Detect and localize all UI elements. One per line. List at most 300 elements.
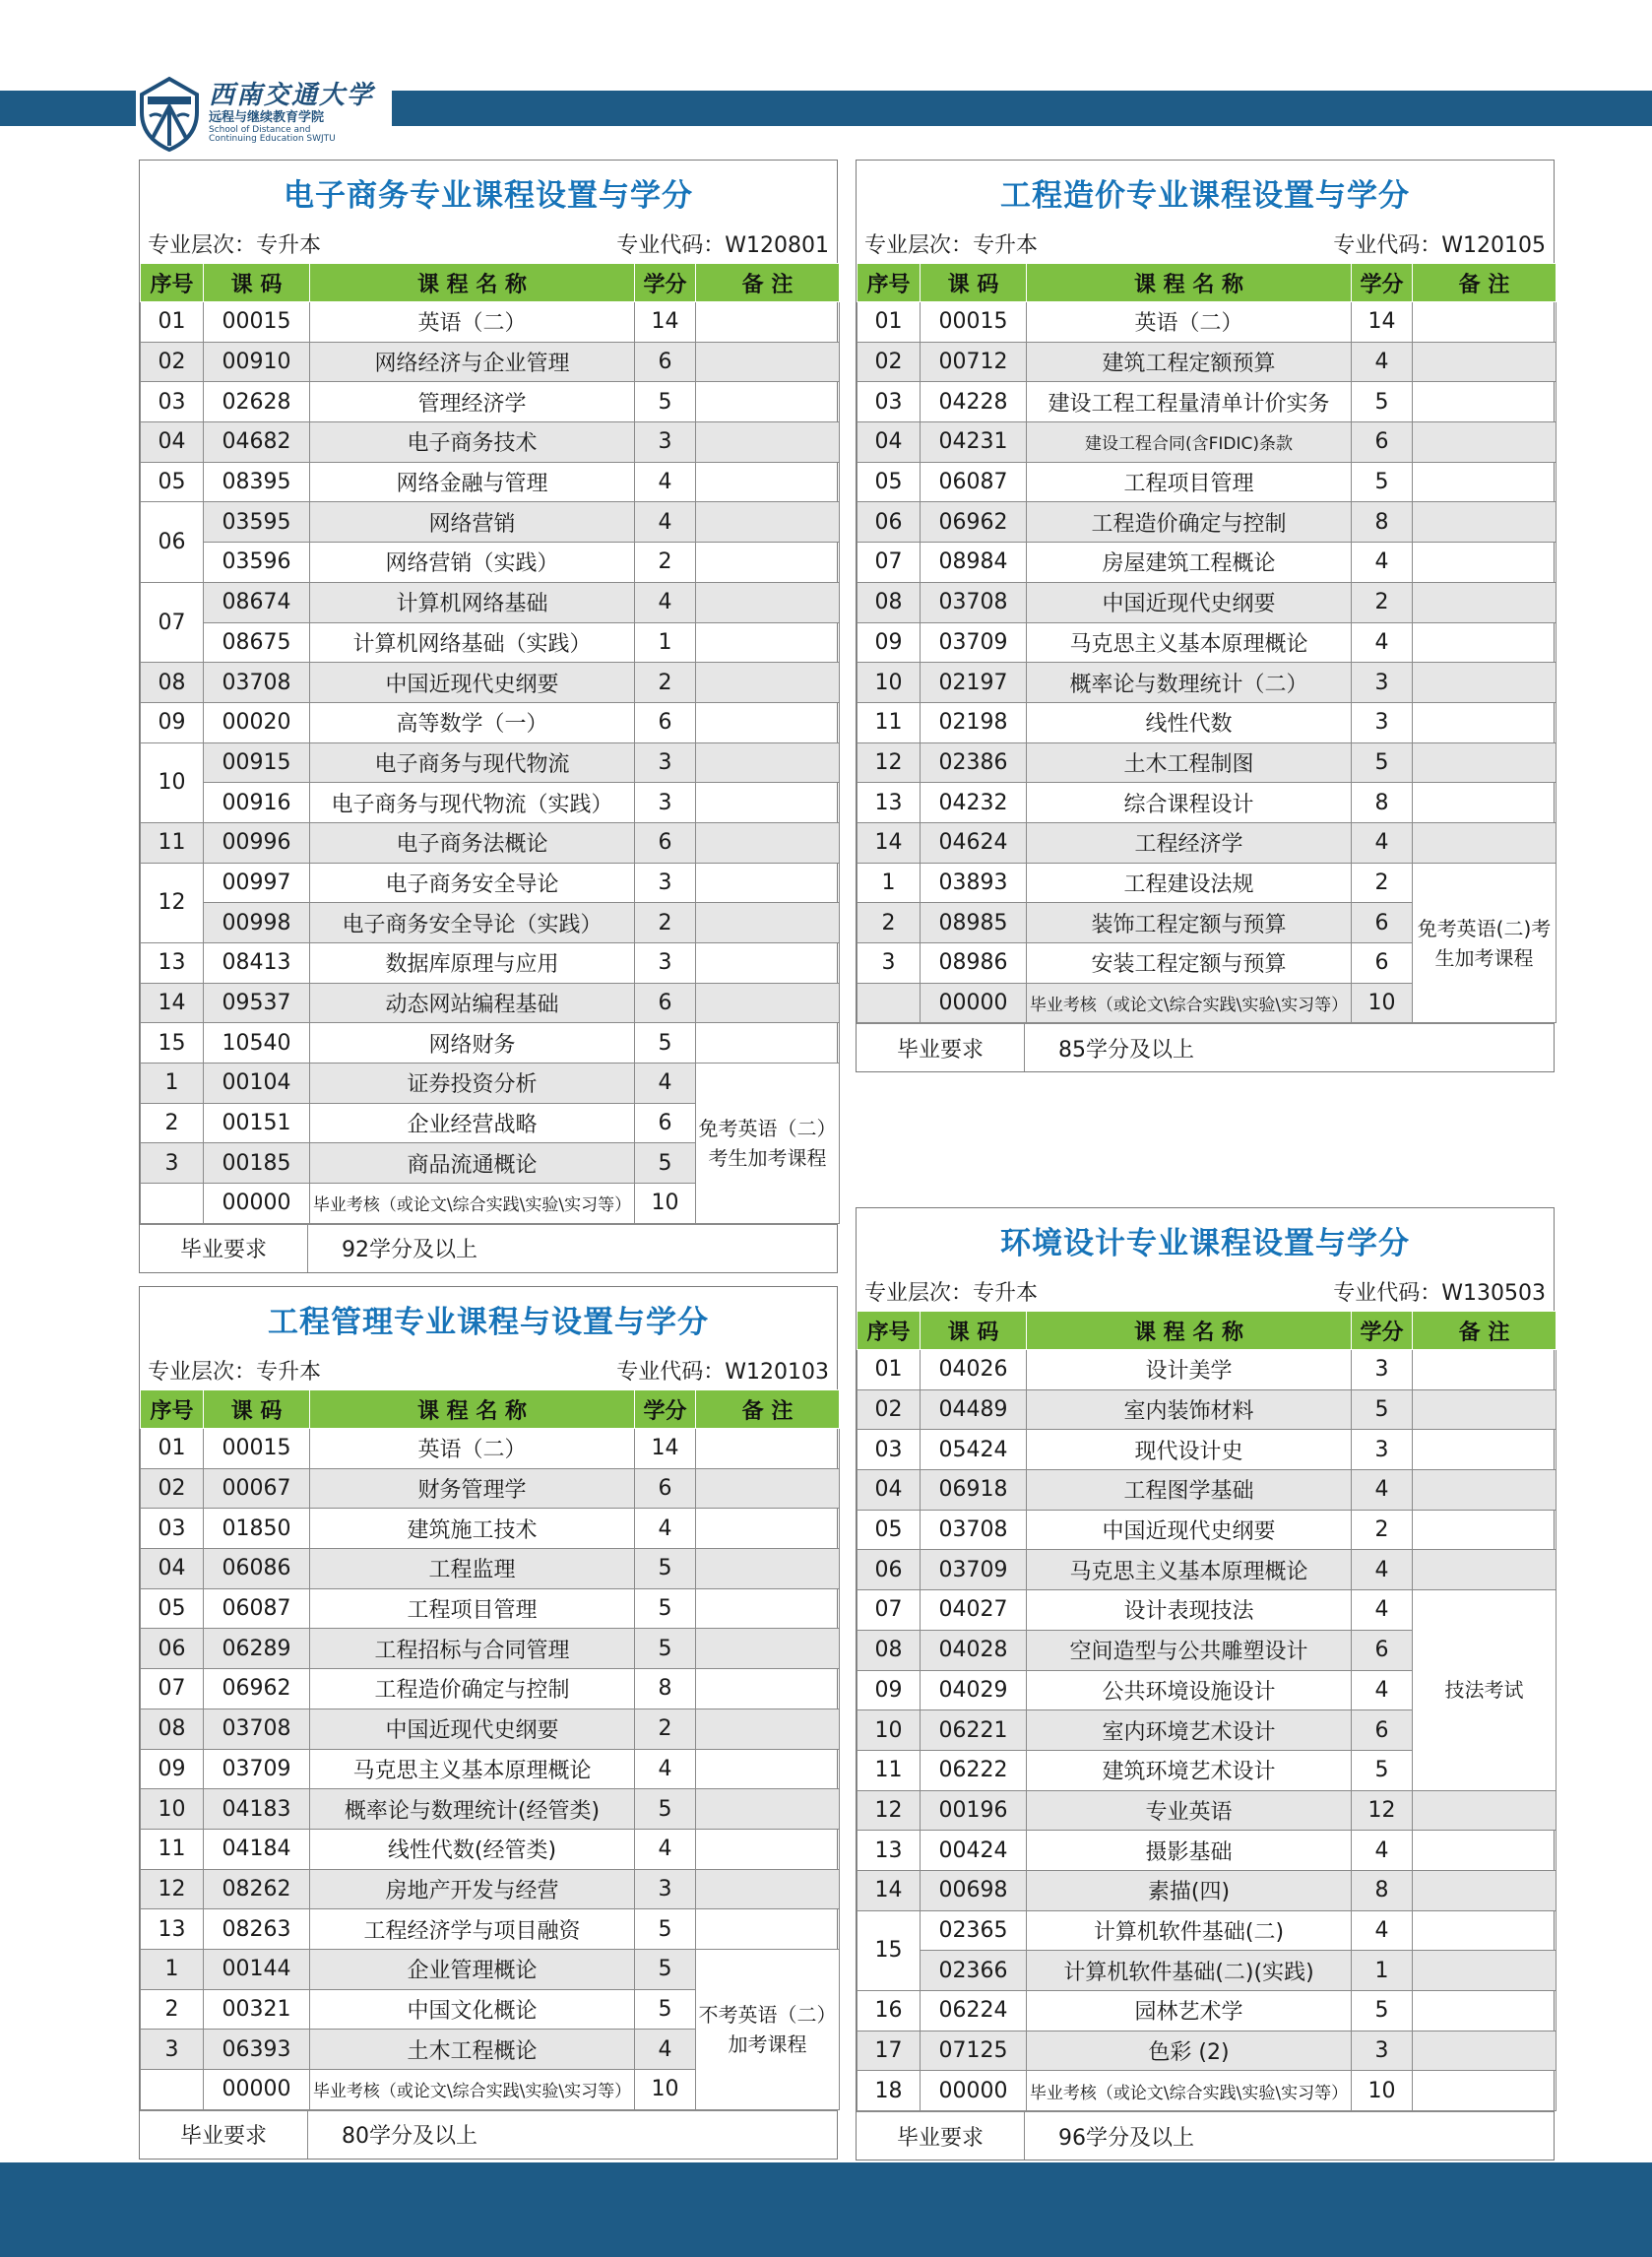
table-row [141, 702, 840, 742]
panel-meta [857, 1271, 1554, 1311]
cell-course-name: 毕业考核（或论文\综合实践\实验\实习等） [310, 2070, 635, 2110]
cell-code: 00916 [204, 783, 310, 823]
cell-note-empty [696, 943, 840, 984]
cell-code: 08674 [204, 582, 310, 622]
cell-code: 08262 [204, 1869, 310, 1909]
cell-course-name: 房地产开发与经营 [310, 1869, 635, 1909]
cell-seq: 03 [858, 1430, 921, 1470]
requirement-label: 毕业要求 [857, 1024, 1025, 1071]
cell-note-empty [696, 783, 840, 823]
cell-seq: 02 [141, 342, 204, 382]
cell-credit: 3 [1352, 2031, 1413, 2071]
table-row [858, 863, 1557, 903]
table-row [858, 1350, 1557, 1390]
cell-code: 00915 [204, 742, 310, 783]
cell-course-name: 工程项目管理 [1027, 462, 1352, 502]
cell-code: 05424 [921, 1430, 1027, 1470]
cell-course-name: 电子商务法概论 [310, 822, 635, 863]
cell-credit: 3 [635, 422, 696, 463]
cell-code: 03708 [921, 582, 1027, 622]
cell-seq: 14 [858, 1870, 921, 1910]
graduation-requirement [140, 2110, 837, 2159]
cell-credit: 5 [635, 1629, 696, 1669]
header-credit: 学分 [635, 264, 696, 302]
cell-credit: 2 [635, 903, 696, 943]
cell-code: 03709 [921, 1550, 1027, 1590]
panel-title: 电子商务专业课程设置与学分 [284, 177, 693, 214]
table-header-row [141, 264, 840, 302]
cell-seq: 06 [141, 502, 204, 582]
cell-course-name: 素描(四) [1027, 1870, 1352, 1910]
cell-seq: 15 [141, 1023, 204, 1064]
major-level: 专业层次：专升本 [864, 232, 1039, 258]
cell-credit: 6 [1352, 422, 1413, 463]
cell-course-name: 概率论与数理统计(经管类) [310, 1789, 635, 1830]
cell-code: 00321 [204, 1989, 310, 2030]
cell-course-name: 房屋建筑工程概论 [1027, 543, 1352, 583]
cell-note-empty [696, 462, 840, 502]
cell-course-name: 中国近现代史纲要 [1027, 1510, 1352, 1550]
university-emblem-icon [136, 73, 203, 154]
table-row [141, 742, 840, 783]
cell-code: 02628 [204, 382, 310, 422]
cell-code: 00104 [204, 1064, 310, 1104]
cell-code: 00185 [204, 1143, 310, 1184]
cell-note-empty [696, 742, 840, 783]
cell-course-name: 计算机网络基础（实践） [310, 622, 635, 663]
cell-seq: 07 [858, 1590, 921, 1631]
cell-code: 02365 [921, 1910, 1027, 1951]
cell-seq: 09 [141, 702, 204, 742]
cell-seq: 06 [858, 502, 921, 543]
cell-seq: 09 [141, 1749, 204, 1789]
cell-code: 06087 [204, 1588, 310, 1629]
cell-credit: 6 [635, 702, 696, 742]
cell-seq: 11 [858, 1750, 921, 1790]
cell-code: 04029 [921, 1670, 1027, 1710]
cell-course-name: 电子商务与现代物流（实践） [310, 783, 635, 823]
header-code: 课 码 [204, 264, 310, 302]
table-row [141, 502, 840, 543]
cell-course-name: 中国近现代史纲要 [310, 663, 635, 703]
cell-seq: 06 [141, 1629, 204, 1669]
cell-code: 10540 [204, 1023, 310, 1064]
cell-seq: 01 [858, 1350, 921, 1390]
table-row [858, 502, 1557, 543]
cell-note-empty [696, 1468, 840, 1509]
major-code: 专业代码：W130503 [1333, 1280, 1546, 1306]
cell-code: 04183 [204, 1789, 310, 1830]
cell-seq: 3 [141, 1143, 204, 1184]
cell-seq: 09 [858, 622, 921, 663]
header-name: 课 程 名 称 [1027, 264, 1352, 302]
table-row [858, 422, 1557, 463]
cell-credit: 4 [1352, 1910, 1413, 1951]
cell-note-empty [1413, 1991, 1557, 2031]
cell-code: 00015 [204, 302, 310, 343]
cell-course-name: 网络营销（实践） [310, 543, 635, 583]
cell-note-empty [1413, 502, 1557, 543]
cell-note-empty [1413, 622, 1557, 663]
table-row [141, 382, 840, 422]
cell-code: 08413 [204, 943, 310, 984]
cell-code: 03709 [204, 1749, 310, 1789]
cell-credit: 4 [1352, 1831, 1413, 1871]
cell-note-empty [696, 502, 840, 543]
cell-note-empty [1413, 742, 1557, 783]
header-code: 课 码 [921, 1312, 1027, 1350]
cell-course-name: 财务管理学 [310, 1468, 635, 1509]
cell-seq: 07 [858, 543, 921, 583]
cell-note-empty [1413, 1430, 1557, 1470]
cell-code: 01850 [204, 1509, 310, 1549]
cell-course-name: 网络财务 [310, 1023, 635, 1064]
cell-course-name: 英语（二） [1027, 302, 1352, 343]
cell-seq: 01 [858, 302, 921, 343]
cell-seq: 05 [141, 462, 204, 502]
table-row [141, 1588, 840, 1629]
panel-title: 环境设计专业课程设置与学分 [1000, 1225, 1410, 1261]
cell-seq: 2 [858, 903, 921, 943]
table-row [858, 702, 1557, 742]
table-header-row [141, 1390, 840, 1429]
cell-note-empty [696, 1709, 840, 1749]
cell-credit: 4 [635, 1509, 696, 1549]
table-row [141, 1789, 840, 1830]
cell-course-name: 中国近现代史纲要 [1027, 582, 1352, 622]
cell-course-name: 英语（二） [310, 302, 635, 343]
cell-note-empty [1413, 822, 1557, 863]
cell-code: 00996 [204, 822, 310, 863]
cell-credit: 6 [1352, 1630, 1413, 1670]
cell-code: 06221 [921, 1710, 1027, 1751]
cell-seq: 3 [141, 2030, 204, 2070]
cell-code: 08984 [921, 543, 1027, 583]
cell-seq: 08 [858, 1630, 921, 1670]
cell-course-name: 室内环境艺术设计 [1027, 1710, 1352, 1751]
cell-seq: 09 [858, 1670, 921, 1710]
cell-note-empty [1413, 663, 1557, 703]
cell-course-name: 工程招标与合同管理 [310, 1629, 635, 1669]
cell-course-name: 电子商务安全导论 [310, 863, 635, 903]
table-row [141, 1709, 840, 1749]
cell-code: 03708 [921, 1510, 1027, 1550]
cell-code: 00067 [204, 1468, 310, 1509]
requirement-label: 毕业要求 [857, 2112, 1025, 2160]
cell-credit: 4 [1352, 543, 1413, 583]
cell-course-name: 电子商务与现代物流 [310, 742, 635, 783]
cell-seq: 08 [858, 582, 921, 622]
cell-course-name: 工程项目管理 [310, 1588, 635, 1629]
cell-code: 04027 [921, 1590, 1027, 1631]
table-row [858, 663, 1557, 703]
cell-note-empty [696, 702, 840, 742]
cell-credit: 3 [635, 863, 696, 903]
cell-note-empty [1413, 1831, 1557, 1871]
cell-seq: 06 [858, 1550, 921, 1590]
header-seq: 序号 [141, 1390, 204, 1429]
cell-note-empty [696, 582, 840, 622]
major-level: 专业层次：专升本 [148, 1359, 322, 1385]
course-table [140, 263, 840, 1224]
cell-credit: 2 [1352, 863, 1413, 903]
header-note: 备 注 [1413, 264, 1557, 302]
cell-code: 04232 [921, 783, 1027, 823]
panel-meta [857, 224, 1554, 263]
table-row [858, 1430, 1557, 1470]
cell-credit: 14 [635, 302, 696, 343]
header-credit: 学分 [1352, 1312, 1413, 1350]
cell-course-name: 管理经济学 [310, 382, 635, 422]
cell-credit: 10 [635, 1184, 696, 1224]
cell-code: 08395 [204, 462, 310, 502]
cell-credit: 3 [1352, 1350, 1413, 1390]
cell-course-name: 工程图学基础 [1027, 1470, 1352, 1511]
cell-credit: 10 [1352, 2071, 1413, 2111]
panel-engineering-cost [856, 160, 1555, 1072]
cell-code: 04228 [921, 382, 1027, 422]
course-table [140, 1389, 840, 2110]
cell-note-empty [1413, 382, 1557, 422]
cell-code: 06086 [204, 1549, 310, 1589]
cell-credit: 5 [1352, 462, 1413, 502]
cell-credit: 6 [635, 983, 696, 1023]
cell-code: 04489 [921, 1389, 1027, 1430]
cell-seq: 03 [141, 1509, 204, 1549]
cell-note-empty [696, 1023, 840, 1064]
cell-credit: 6 [635, 1103, 696, 1143]
school-logo [136, 69, 392, 158]
major-code: 专业代码：W120103 [616, 1359, 829, 1385]
cell-course-name: 装饰工程定额与预算 [1027, 903, 1352, 943]
cell-note-empty [696, 1429, 840, 1469]
course-table [857, 1311, 1557, 2111]
cell-credit: 3 [635, 943, 696, 984]
cell-course-name: 土木工程制图 [1027, 742, 1352, 783]
table-row [141, 1468, 840, 1509]
panel-engineering-management [139, 1286, 838, 2160]
cell-note-empty [1413, 1350, 1557, 1390]
cell-code: 03709 [921, 622, 1027, 663]
table-row [141, 582, 840, 622]
table-row [141, 903, 840, 943]
cell-credit: 8 [1352, 783, 1413, 823]
cell-seq: 05 [858, 1510, 921, 1550]
cell-seq: 3 [858, 943, 921, 984]
cell-course-name: 建筑工程定额预算 [1027, 342, 1352, 382]
cell-credit: 6 [635, 822, 696, 863]
cell-course-name: 概率论与数理统计（二） [1027, 663, 1352, 703]
cell-credit: 4 [635, 462, 696, 502]
cell-code: 03595 [204, 502, 310, 543]
cell-code: 02386 [921, 742, 1027, 783]
cell-seq: 11 [141, 1829, 204, 1869]
cell-credit: 6 [1352, 943, 1413, 984]
cell-code: 00015 [921, 302, 1027, 343]
cell-note-empty [1413, 1870, 1557, 1910]
cell-credit: 4 [635, 2030, 696, 2070]
panel-title: 工程造价专业课程设置与学分 [1000, 177, 1410, 214]
cell-seq: 08 [141, 1709, 204, 1749]
cell-seq: 17 [858, 2031, 921, 2071]
header-note: 备 注 [1413, 1312, 1557, 1350]
cell-note-empty [696, 1789, 840, 1830]
cell-credit: 4 [1352, 822, 1413, 863]
header-credit: 学分 [635, 1390, 696, 1429]
table-row [858, 1991, 1557, 2031]
cell-course-name: 计算机软件基础(二) [1027, 1910, 1352, 1951]
cell-course-name: 马克思主义基本原理概论 [1027, 622, 1352, 663]
cell-note: 免考英语（二）考生加考课程 [696, 1064, 840, 1224]
cell-credit: 4 [635, 1064, 696, 1104]
cell-note-empty [1413, 543, 1557, 583]
cell-note-empty [1413, 1389, 1557, 1430]
cell-note-empty [696, 983, 840, 1023]
cell-seq: 02 [858, 342, 921, 382]
table-row [141, 462, 840, 502]
cell-code: 00997 [204, 863, 310, 903]
cell-course-name: 室内装饰材料 [1027, 1389, 1352, 1430]
cell-seq: 11 [141, 822, 204, 863]
header-note: 备 注 [696, 264, 840, 302]
graduation-requirement [857, 2111, 1554, 2160]
cell-note-empty [1413, 2031, 1557, 2071]
cell-credit: 3 [1352, 702, 1413, 742]
cell-note-empty [696, 1509, 840, 1549]
table-row [141, 983, 840, 1023]
cell-seq: 1 [858, 863, 921, 903]
cell-code: 00998 [204, 903, 310, 943]
cell-credit: 6 [635, 1468, 696, 1509]
cell-seq: 13 [141, 943, 204, 984]
cell-course-name: 中国文化概论 [310, 1989, 635, 2030]
cell-course-name: 网络经济与企业管理 [310, 342, 635, 382]
cell-course-name: 安装工程定额与预算 [1027, 943, 1352, 984]
cell-note-empty [696, 1909, 840, 1950]
cell-code: 00000 [204, 2070, 310, 2110]
cell-code: 00000 [921, 2071, 1027, 2111]
table-header-row [858, 264, 1557, 302]
cell-credit: 5 [1352, 1389, 1413, 1430]
table-row [858, 543, 1557, 583]
cell-code: 00424 [921, 1831, 1027, 1871]
cell-credit: 6 [1352, 903, 1413, 943]
cell-credit: 14 [1352, 302, 1413, 343]
table-row [141, 1549, 840, 1589]
header-name: 课 程 名 称 [1027, 1312, 1352, 1350]
cell-credit: 10 [635, 2070, 696, 2110]
cell-code: 06393 [204, 2030, 310, 2070]
cell-note-empty [696, 622, 840, 663]
cell-course-name: 高等数学（一） [310, 702, 635, 742]
cell-seq: 10 [858, 1710, 921, 1751]
cell-seq: 1 [141, 1064, 204, 1104]
cell-course-name: 电子商务技术 [310, 422, 635, 463]
cell-note-empty [696, 543, 840, 583]
cell-seq: 02 [858, 1389, 921, 1430]
cell-course-name: 园林艺术学 [1027, 1991, 1352, 2031]
cell-course-name: 数据库原理与应用 [310, 943, 635, 984]
cell-note-empty [1413, 342, 1557, 382]
cell-code: 08263 [204, 1909, 310, 1950]
cell-course-name: 毕业考核（或论文\综合实践\实验\实习等） [1027, 983, 1352, 1023]
requirement-value: 96学分及以上 [1058, 2125, 1194, 2151]
cell-seq: 08 [141, 663, 204, 703]
requirement-value: 80学分及以上 [342, 2124, 477, 2150]
cell-seq: 03 [141, 382, 204, 422]
cell-credit: 6 [635, 342, 696, 382]
cell-course-name: 毕业考核（或论文\综合实践\实验\实习等） [310, 1184, 635, 1224]
table-row [141, 422, 840, 463]
cell-seq [141, 2070, 204, 2110]
cell-code: 00000 [921, 983, 1027, 1023]
header-credit: 学分 [1352, 264, 1413, 302]
cell-seq [141, 1184, 204, 1224]
cell-seq: 05 [141, 1588, 204, 1629]
cell-code: 03893 [921, 863, 1027, 903]
table-row [858, 302, 1557, 343]
cell-credit: 4 [635, 1829, 696, 1869]
cell-course-name: 设计表现技法 [1027, 1590, 1352, 1631]
cell-credit: 4 [1352, 1550, 1413, 1590]
cell-code: 04184 [204, 1829, 310, 1869]
cell-credit: 3 [635, 742, 696, 783]
cell-course-name: 工程经济学 [1027, 822, 1352, 863]
cell-credit: 14 [635, 1429, 696, 1469]
cell-seq: 13 [858, 1831, 921, 1871]
cell-note-empty [696, 422, 840, 463]
cell-credit: 5 [1352, 382, 1413, 422]
cell-credit: 1 [635, 622, 696, 663]
table-row [858, 822, 1557, 863]
cell-course-name: 设计美学 [1027, 1350, 1352, 1390]
cell-course-name: 线性代数 [1027, 702, 1352, 742]
cell-note-empty [696, 1869, 840, 1909]
cell-code: 04028 [921, 1630, 1027, 1670]
cell-credit: 5 [635, 1143, 696, 1184]
cell-note-empty [1413, 462, 1557, 502]
cell-seq: 01 [141, 1429, 204, 1469]
major-code: 专业代码：W120105 [1333, 232, 1546, 258]
table-row [858, 582, 1557, 622]
panel-ecommerce [139, 160, 838, 1273]
cell-seq: 04 [858, 422, 921, 463]
cell-note-empty [1413, 2071, 1557, 2111]
cell-note: 不考英语（二）加考课程 [696, 1949, 840, 2109]
major-level: 专业层次：专升本 [864, 1280, 1039, 1306]
cell-seq: 14 [858, 822, 921, 863]
cell-code: 08986 [921, 943, 1027, 984]
cell-code: 04231 [921, 422, 1027, 463]
cell-note-empty [1413, 702, 1557, 742]
requirement-label: 毕业要求 [140, 1225, 308, 1272]
cell-credit: 6 [1352, 1710, 1413, 1751]
panel-environment-design [856, 1207, 1555, 2160]
cell-code: 06087 [921, 462, 1027, 502]
cell-note-empty [696, 863, 840, 903]
cell-course-name: 现代设计史 [1027, 1430, 1352, 1470]
cell-code: 03596 [204, 543, 310, 583]
table-row [141, 663, 840, 703]
cell-credit: 5 [1352, 1750, 1413, 1790]
table-row [858, 462, 1557, 502]
cell-course-name: 建设工程合同(含FIDIC)条款 [1027, 422, 1352, 463]
cell-credit: 5 [635, 1789, 696, 1830]
cell-seq: 10 [141, 1789, 204, 1830]
cell-code: 07125 [921, 2031, 1027, 2071]
table-row [141, 1023, 840, 1064]
header-seq: 序号 [141, 264, 204, 302]
